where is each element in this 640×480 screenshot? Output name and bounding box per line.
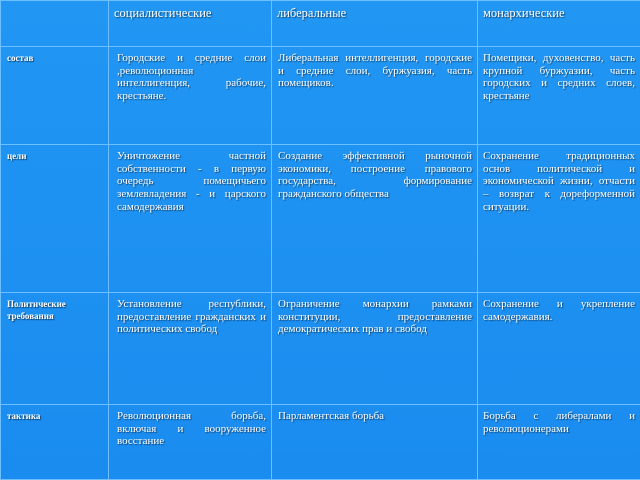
row-label-goals: цели bbox=[1, 145, 109, 293]
cell-demands-liberal: Ограничение монархии рамками конституции, предоставление демократических прав и свобод bbox=[272, 293, 478, 405]
header-empty-cell bbox=[1, 1, 109, 47]
table-row bbox=[1, 145, 640, 293]
header-row bbox=[1, 1, 640, 47]
cell-goals-monarchist: Сохранение традиционных основ политической и экономической жизни, отчасти – возврат к дореформенной ситуации. bbox=[478, 145, 640, 293]
cell-composition-liberal: Либеральная интеллигенция, городские и средние слои, буржуазия, часть помещиков. bbox=[272, 47, 478, 145]
cell-goals-socialist: Уничтожение частной собственности - в первую очередь помещичьего землевладения - и царского самодержавия bbox=[109, 145, 272, 293]
cell-demands-socialist: Установление республики, предоставление гражданских и политических свобод bbox=[109, 293, 272, 405]
cell-tactics-socialist: Революционная борьба, включая и вооруженное восстание bbox=[109, 405, 272, 480]
header-monarchist: монархические bbox=[478, 1, 640, 47]
row-label-composition: состав bbox=[1, 47, 109, 145]
header-liberal: либеральные bbox=[272, 1, 478, 47]
header-socialist: социалистические bbox=[109, 1, 272, 47]
table-row bbox=[1, 405, 640, 480]
table-row bbox=[1, 47, 640, 145]
table-row bbox=[1, 293, 640, 405]
cell-tactics-liberal: Парламентская борьба bbox=[272, 405, 478, 480]
cell-tactics-monarchist: Борьба с либералами и революционерами bbox=[478, 405, 640, 480]
cell-composition-monarchist: Помещики, духовенство, часть крупной буржуазии, часть городских и средних слоев, крестьяне bbox=[478, 47, 640, 145]
row-label-tactics: тактика bbox=[1, 405, 109, 480]
cell-goals-liberal: Создание эффективной рыночной экономики, построение правового государства, формирование гражданского общества bbox=[272, 145, 478, 293]
cell-demands-monarchist: Сохранение и укрепление самодержавия. bbox=[478, 293, 640, 405]
cell-composition-socialist: Городские и средние слои ,революционная интеллигенция, рабочие, крестьяне. bbox=[109, 47, 272, 145]
row-label-political-demands: Политические требования bbox=[1, 293, 109, 405]
